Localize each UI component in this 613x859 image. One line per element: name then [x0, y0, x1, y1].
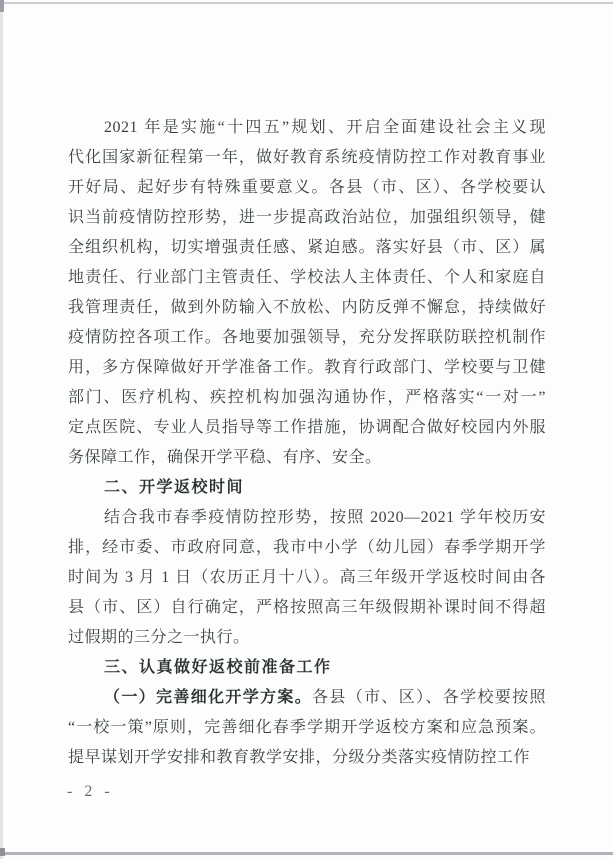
doc-line: 务保障工作，确保开学平稳、有序、安全。	[68, 449, 382, 466]
doc-line-rest: 各县（市、区）、各学校要按照	[312, 689, 546, 706]
doc-line: 县（市、区）自行确定，严格按照高三年级假期补课时间不得超	[68, 599, 546, 616]
doc-line	[68, 683, 546, 713]
doc-line: 提早谋划开学安排和教育教学安排，分级分类落实疫情防控工作	[68, 749, 531, 766]
scan-edge-left	[0, 0, 3, 859]
doc-line: 开好局、起好步有特殊重要意义。各县（市、区）、各学校要认	[68, 179, 546, 196]
document-body	[68, 113, 546, 773]
scan-corner-notch-bottom	[0, 848, 5, 856]
section-heading-2: 二、开学返校时间	[104, 479, 245, 496]
doc-line: 部门、医疗机构、疾控机构加强沟通协作，严格落实“一对一”	[68, 389, 546, 406]
scan-edge-top	[0, 2, 613, 4]
doc-line: 2021 年是实施“十四五”规划、开启全面建设社会主义现	[104, 119, 546, 136]
page-number: - 2 -	[67, 783, 114, 800]
section-heading-3: 三、认真做好返校前准备工作	[104, 659, 332, 676]
scan-corner-notch-top	[0, 0, 4, 12]
doc-line: 疫情防控各项工作。各地要加强领导，充分发挥联防联控机制作	[68, 329, 546, 346]
doc-lead-bold: （一）完善细化开学方案。	[104, 689, 313, 706]
doc-line: 用，多方保障做好开学准备工作。教育行政部门、学校要与卫健	[68, 359, 546, 376]
scan-edge-bottom	[0, 852, 613, 855]
doc-line: 代化国家新征程第一年，做好教育系统疫情防控工作对教育事业	[68, 149, 546, 166]
doc-line: 结合我市春季疫情防控形势，按照 2020—2021 学年校历安	[104, 509, 546, 526]
doc-line: 我管理责任，做到外防输入不放松、内防反弹不懈怠，持续做好	[68, 299, 546, 316]
doc-line: 时间为 3 月 1 日（农历正月十八）。高三年级开学返校时间由各	[68, 569, 546, 586]
doc-line: 定点医院、专业人员指导等工作措施，协调配合做好校园内外服	[68, 419, 546, 436]
doc-line: 识当前疫情防控形势，进一步提高政治站位，加强组织领导，健	[68, 209, 546, 226]
doc-line: 过假期的三分之一执行。	[68, 629, 250, 646]
doc-line: “一校一策”原则，完善细化春季学期开学返校方案和应急预案。	[68, 719, 546, 736]
doc-line: 地责任、行业部门主管责任、学校法人主体责任、个人和家庭自	[68, 269, 546, 286]
doc-line: 排，经市委、市政府同意，我市中小学（幼儿园）春季学期开学	[68, 539, 546, 556]
doc-line: 全组织机构，切实增强责任感、紧迫感。落实好县（市、区）属	[68, 239, 546, 256]
